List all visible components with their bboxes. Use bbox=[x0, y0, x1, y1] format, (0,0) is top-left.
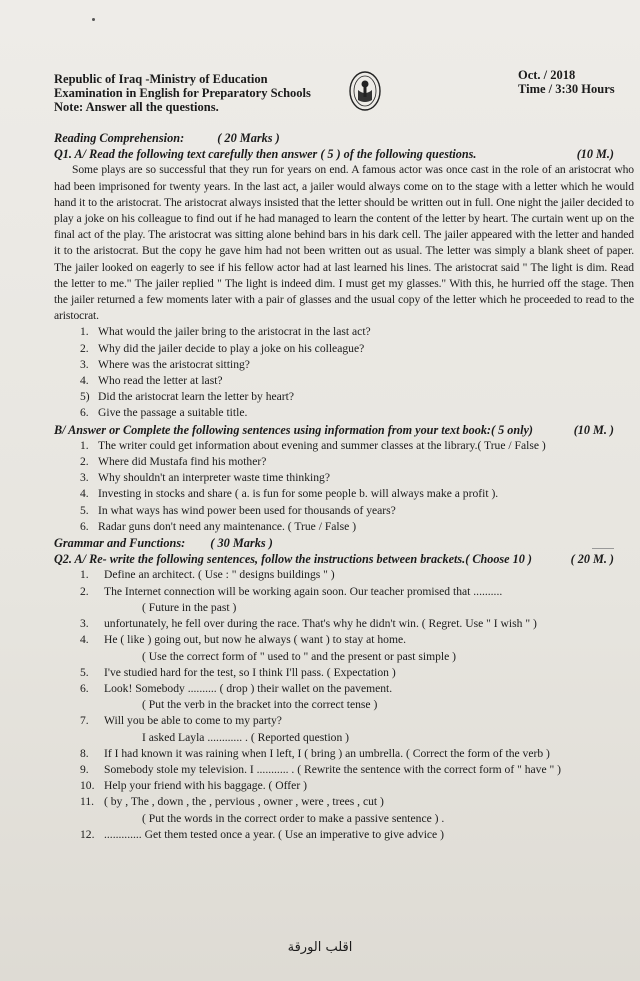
speck bbox=[92, 18, 95, 21]
question-number: 5. bbox=[80, 665, 89, 679]
q1b-title: B/ Answer or Complete the following sentences using information from your text book:( 5 only) bbox=[54, 422, 533, 437]
question-item bbox=[80, 681, 634, 697]
exam-line: Examination in English for Preparatory Schools bbox=[54, 86, 311, 100]
reading-questions bbox=[54, 324, 634, 421]
question-number: 1. bbox=[80, 568, 89, 582]
question-number: 5) bbox=[80, 390, 90, 404]
question-number: 2. bbox=[80, 455, 89, 469]
question-item bbox=[80, 778, 634, 794]
question-item bbox=[80, 794, 634, 810]
question-text: Help your friend with his baggage. ( Offer ) bbox=[104, 779, 307, 793]
exam-time: Time / 3:30 Hours bbox=[518, 82, 615, 96]
note-line: Note: Answer all the questions. bbox=[54, 100, 219, 114]
question-item bbox=[80, 713, 634, 729]
q1b-heading bbox=[54, 422, 634, 438]
grammar-marks: ( 30 Marks ) bbox=[210, 536, 273, 551]
question-item bbox=[80, 405, 634, 421]
question-number: 3. bbox=[80, 471, 89, 485]
header-right bbox=[518, 68, 615, 96]
question-number: 4. bbox=[80, 633, 89, 647]
question-text: The Internet connection will be working again soon. Our teacher promised that .......... bbox=[104, 584, 503, 598]
q1a-marks: (10 M.) bbox=[576, 147, 614, 162]
reading-title: Reading Comprehension: bbox=[54, 131, 185, 145]
question-number: 7. bbox=[80, 714, 89, 728]
ministry-seal-icon bbox=[348, 70, 382, 112]
q2a-title: Q2. A/ Re- write the following sentences, follow the instructions between brackets.( Choose 10 ) bbox=[54, 552, 532, 567]
question-item bbox=[80, 762, 634, 778]
question-item bbox=[80, 519, 634, 535]
question-item bbox=[80, 454, 634, 470]
question-item bbox=[80, 567, 634, 583]
question-text: I've studied hard for the test, so I think I'll pass. ( Expectation ) bbox=[104, 665, 396, 679]
question-number: 5. bbox=[80, 503, 89, 517]
question-instruction: I asked Layla ............ . ( Reported question ) bbox=[142, 730, 350, 744]
passage-text: Some plays are so successful that they run for years on end. A famous actor was once cast in the role of an aristocrat who had been imprisoned for twenty years. In the last act, a jailer would always come on to the stage with a letter which he would hand it to the aristocrat. The aristocrat always insisted that the letter should be written out in full. One night the jailer decided to play a joke on his colleague to find out if he had managed to learn the content of the letter by heart. The curtain went up on the final act of the play. The aristocrat was sitting alone behind bars in his dark cell. The jailer appeared with the letter and handed it to the aristocrat. But the copy he gave him had not been written out as usual. The letter was simply a blank sheet of paper. The jailer looked on eagerly to see if his fellow actor had at last learned his lines. The aristocrat said " The light is dim. Read the letter to me." The jailer replied " The light is indeed dim. I must get my glasses." With this, he hurried off the stage. Then the jailer returned a few moments later with a pair of glasses and the usual copy of the letter which he proceeded to read to the aristocrat. bbox=[54, 163, 634, 323]
reading-marks: ( 20 Marks ) bbox=[217, 131, 280, 145]
question-item bbox=[80, 470, 634, 486]
question-item bbox=[80, 616, 634, 632]
question-instruction: ( Put the words in the correct order to make a passive sentence ) . bbox=[142, 811, 445, 825]
question-text: Who read the letter at last? bbox=[98, 374, 223, 388]
exam-content bbox=[54, 130, 634, 843]
grammar-title: Grammar and Functions: bbox=[54, 536, 186, 551]
question-number: 8. bbox=[80, 746, 89, 760]
q2a-heading bbox=[54, 551, 634, 567]
question-item bbox=[80, 827, 634, 843]
question-number: 4. bbox=[80, 487, 89, 501]
question-text: Why did the jailer decide to play a joke on his colleague? bbox=[98, 341, 365, 355]
question-number: 12. bbox=[80, 827, 95, 841]
ministry-line: Republic of Iraq -Ministry of Education bbox=[54, 72, 268, 86]
question-number: 9. bbox=[80, 762, 89, 776]
question-text: Where did Mustafa find his mother? bbox=[98, 455, 267, 469]
question-text: Investing in stocks and share ( a. is fun for some people b. will always make a profit ). bbox=[98, 487, 499, 501]
question-text: Where was the aristocrat sitting? bbox=[98, 357, 250, 371]
question-text: Define an architect. ( Use : " designs buildings " ) bbox=[104, 568, 335, 582]
question-number: 10. bbox=[80, 779, 95, 793]
question-number: 11. bbox=[80, 795, 95, 809]
question-number: 6. bbox=[80, 681, 89, 695]
question-number: 3. bbox=[80, 357, 89, 371]
reading-passage bbox=[54, 162, 634, 324]
question-item bbox=[80, 389, 634, 405]
question-item bbox=[80, 632, 634, 648]
question-number: 1. bbox=[80, 325, 89, 339]
question-instruction: ( Put the verb in the bracket into the correct tense ) bbox=[142, 698, 378, 712]
question-instruction: ( Future in the past ) bbox=[142, 600, 237, 614]
question-item bbox=[80, 341, 634, 357]
question-number: 2. bbox=[80, 341, 89, 355]
turn-page-note: اقلب الورقة bbox=[287, 940, 353, 955]
pen-mark bbox=[592, 548, 614, 549]
question-text: unfortunately, he fell over during the race. That's why he didn't win. ( Regret. Use " I wish " ) bbox=[104, 617, 537, 631]
question-item bbox=[80, 746, 634, 762]
question-text: Why shouldn't an interpreter waste time thinking? bbox=[98, 471, 330, 485]
q1b-marks: (10 M. ) bbox=[573, 422, 614, 437]
question-text: Look! Somebody .......... ( drop ) their wallet on the pavement. bbox=[104, 681, 393, 695]
question-text: The writer could get information about evening and summer classes at the library.( True / False ) bbox=[98, 438, 546, 452]
q2a-marks: ( 20 M. ) bbox=[570, 552, 614, 567]
question-item bbox=[80, 373, 634, 389]
question-text: What would the jailer bring to the aristocrat in the last act? bbox=[98, 325, 371, 339]
question-text: ( by , The , down , the , pervious , owner , were , trees , cut ) bbox=[104, 795, 384, 809]
question-number: 3. bbox=[80, 617, 89, 631]
question-item bbox=[80, 486, 634, 502]
question-number: 6. bbox=[80, 406, 89, 420]
question-item bbox=[80, 503, 634, 519]
question-item bbox=[80, 584, 634, 600]
question-text: Somebody stole my television. I ........... . ( Rewrite the sentence with the correct form of " have " ) bbox=[104, 762, 561, 776]
question-number: 6. bbox=[80, 519, 89, 533]
question-item bbox=[80, 324, 634, 340]
question-number: 2. bbox=[80, 584, 89, 598]
grammar-items bbox=[54, 567, 634, 842]
question-text: Give the passage a suitable title. bbox=[98, 406, 248, 420]
question-text: Radar guns don't need any maintenance. ( True / False ) bbox=[98, 519, 357, 533]
question-text: Did the aristocrat learn the letter by heart? bbox=[98, 390, 295, 404]
header-left bbox=[54, 72, 311, 114]
question-text: In what ways has wind power been used for thousands of years? bbox=[98, 503, 396, 517]
question-item bbox=[80, 438, 634, 454]
question-text: He ( like ) going out, but now he always ( want ) to stay at home. bbox=[104, 633, 407, 647]
question-instruction: ( Use the correct form of " used to " and the present or past simple ) bbox=[142, 649, 457, 663]
question-number: 4. bbox=[80, 374, 89, 388]
question-item bbox=[80, 357, 634, 373]
question-item bbox=[80, 665, 634, 681]
grammar-section-title bbox=[54, 535, 634, 551]
exam-date: Oct. / 2018 bbox=[518, 68, 576, 82]
reading-section-title bbox=[54, 130, 634, 146]
textbook-questions bbox=[54, 438, 634, 535]
q1a-title: Q1. A/ Read the following text carefully then answer ( 5 ) of the following questions. bbox=[54, 147, 477, 162]
question-text: If I had known it was raining when I left, I ( bring ) an umbrella. ( Correct the form of the verb ) bbox=[104, 746, 550, 760]
question-text: ............. Get them tested once a year. ( Use an imperative to give advice ) bbox=[104, 827, 444, 841]
question-text: Will you be able to come to my party? bbox=[104, 714, 282, 728]
q1a-heading bbox=[54, 146, 634, 162]
question-number: 1. bbox=[80, 438, 89, 452]
